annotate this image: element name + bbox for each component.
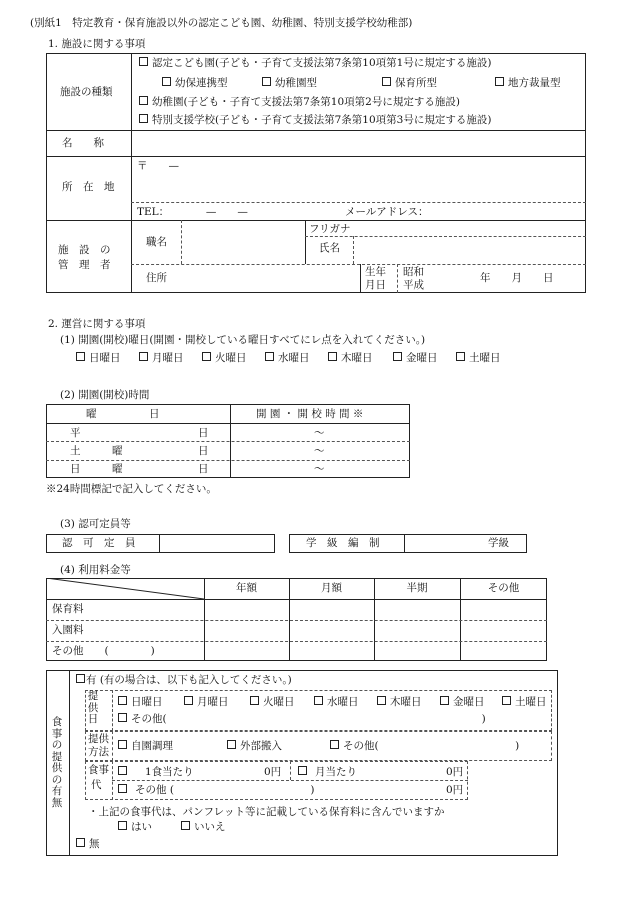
checkbox-icon <box>184 696 193 705</box>
birth-label-2: 月日 <box>365 279 386 291</box>
cost-per-meal[interactable]: 1食当たり <box>118 766 194 778</box>
day-thu[interactable]: 木曜日 <box>328 352 373 364</box>
checkbox-icon <box>202 352 211 361</box>
pamphlet-yes[interactable]: はい <box>118 821 152 833</box>
hours-row-weekday: 平 <box>70 427 81 439</box>
hours-row-weekday-suffix: 日 <box>198 427 209 439</box>
method-other[interactable]: その他( ) <box>330 740 519 752</box>
manager-label-2: 管 理 者 <box>58 259 111 271</box>
type-option-kindergarten[interactable]: 幼稚園(子ども・子育て支援法第7条第10項第2号に規定する施設) <box>139 96 460 108</box>
subtype-option-1[interactable]: 幼保連携型 <box>162 77 228 89</box>
checkbox-icon <box>456 352 465 361</box>
checkbox-icon <box>118 713 127 722</box>
checkbox-icon <box>502 696 511 705</box>
fee-row-childcare: 保育料 <box>52 603 84 615</box>
meal-day-mon[interactable]: 月曜日 <box>184 696 229 708</box>
method-label-1: 提供 <box>88 733 109 745</box>
postal-code: 〒 — <box>137 160 179 172</box>
hours-tilde-2: 〜 <box>314 445 325 457</box>
facility-type-label: 施設の種類 <box>60 86 113 98</box>
method-self[interactable]: 自園調理 <box>118 740 173 752</box>
day-wed[interactable]: 水曜日 <box>265 352 310 364</box>
hours-row-saturday: 土 曜 <box>70 445 123 457</box>
capacity-label: 認 可 定 員 <box>62 537 136 549</box>
form-header: (別紙1 特定教育・保育施設以外の認定こども園、幼稚園、特別支援学校幼稚部) <box>30 17 413 29</box>
checkbox-icon <box>262 77 271 86</box>
checkbox-icon <box>76 838 85 847</box>
cost-label-1: 食事 <box>88 764 109 776</box>
checkbox-icon <box>227 740 236 749</box>
checkbox-icon <box>76 674 85 683</box>
hours-row-saturday-suffix: 日 <box>198 445 209 457</box>
subtype-option-2[interactable]: 幼稚園型 <box>262 77 317 89</box>
day-sat[interactable]: 土曜日 <box>456 352 501 364</box>
tel-field: TEL： — — <box>137 206 248 218</box>
hours-col-time: 開 園 ・ 開 校 時 間 ※ <box>256 408 364 420</box>
hours-col-day: 曜 日 <box>86 408 160 420</box>
cost-label-2: 代 <box>91 779 102 791</box>
manager-address-label: 住所 <box>146 272 167 284</box>
checkbox-icon <box>314 696 323 705</box>
email-field: メールアドレス： <box>345 206 429 218</box>
checkbox-icon <box>76 352 85 361</box>
checkbox-icon <box>139 96 148 105</box>
hours-row-sunday-suffix: 日 <box>198 463 209 475</box>
checkbox-icon <box>440 696 449 705</box>
cost-per-month-value: 0円 <box>446 766 464 778</box>
question-open-days: (1) 開園(開校)曜日(開園・開校している曜日すべてにレ点を入れてください。) <box>60 334 426 346</box>
class-label: 学 級 編 制 <box>306 537 380 549</box>
checkbox-icon <box>181 821 190 830</box>
meal-day-sat[interactable]: 土曜日 <box>502 696 547 708</box>
checkbox-icon <box>265 352 274 361</box>
meal-none[interactable]: 無 <box>76 838 100 850</box>
type-option-kodomoen[interactable]: 認定こども園(子ども・子育て支援法第7条第10項第1号に規定する施設) <box>139 57 491 69</box>
checkbox-icon <box>118 784 127 793</box>
checkbox-icon <box>382 77 391 86</box>
header-diagonal <box>46 578 204 599</box>
fee-header-annual: 年額 <box>236 582 257 594</box>
fee-header-half: 半期 <box>406 582 428 594</box>
checkbox-icon <box>139 57 148 66</box>
hours-tilde-3: 〜 <box>314 463 325 475</box>
section1-title: 1. 施設に関する事項 <box>48 38 146 50</box>
birth-date-fields: 年 月 日 <box>480 272 554 284</box>
method-label-2: 方法 <box>88 746 109 758</box>
checkbox-icon <box>118 740 127 749</box>
question-hours: (2) 開園(開校)時間 <box>60 389 150 401</box>
cost-other[interactable]: その他 ( ) <box>118 784 315 796</box>
era-heisei: 平成 <box>403 279 424 291</box>
pamphlet-no[interactable]: いいえ <box>181 821 226 833</box>
meal-day-other[interactable]: その他( ) <box>118 713 486 725</box>
name-label: 名 称 <box>62 137 104 149</box>
meal-day-fri[interactable]: 金曜日 <box>440 696 485 708</box>
type-option-special-school[interactable]: 特別支援学校(子ども・子育て支援法第7条第10項第3号に規定する施設) <box>139 114 491 126</box>
manager-label-1: 施 設 の <box>58 244 111 256</box>
checkbox-icon <box>377 696 386 705</box>
fee-header-monthly: 月額 <box>321 582 342 594</box>
cost-per-month[interactable]: 月当たり <box>298 766 357 778</box>
checkbox-icon <box>298 766 307 775</box>
day-fri[interactable]: 金曜日 <box>393 352 438 364</box>
hours-row-sunday: 日 曜 <box>70 463 123 475</box>
meal-yes[interactable]: 有 (有の場合は、以下も記入してください。) <box>76 674 292 686</box>
birth-label-1: 生年 <box>365 266 386 278</box>
checkbox-icon <box>139 352 148 361</box>
subtype-option-4[interactable]: 地方裁量型 <box>495 77 561 89</box>
meal-day-wed[interactable]: 水曜日 <box>314 696 359 708</box>
day-mon[interactable]: 月曜日 <box>139 352 184 364</box>
method-external[interactable]: 外部搬入 <box>227 740 282 752</box>
checkbox-icon <box>328 352 337 361</box>
meal-day-tue[interactable]: 火曜日 <box>250 696 295 708</box>
fee-header-other: その他 <box>487 582 520 594</box>
meal-provision-label: 食事の提供の有無 <box>51 716 63 809</box>
day-sun[interactable]: 日曜日 <box>76 352 121 364</box>
pamphlet-question: ・上記の食事代は、パンフレット等に記載している保育料に含んでいますか <box>88 806 445 818</box>
question-capacity: (3) 認可定員等 <box>60 518 131 530</box>
subtype-option-3[interactable]: 保育所型 <box>382 77 437 89</box>
provide-day-label: 提供日 <box>87 690 99 726</box>
meal-day-thu[interactable]: 木曜日 <box>377 696 422 708</box>
checkbox-icon <box>139 114 148 123</box>
full-name-label: 氏名 <box>319 242 340 254</box>
question-fees: (4) 利用料金等 <box>60 564 131 576</box>
checkbox-icon <box>495 77 504 86</box>
note-24h: ※24時間標記で記入してください。 <box>46 483 217 495</box>
era-showa: 昭和 <box>403 266 424 278</box>
meal-day-sun[interactable]: 日曜日 <box>118 696 163 708</box>
checkbox-icon <box>118 766 127 775</box>
checkbox-icon <box>162 77 171 86</box>
cost-other-value: 0円 <box>446 784 464 796</box>
checkbox-icon <box>393 352 402 361</box>
checkbox-icon <box>118 696 127 705</box>
cost-per-meal-value: 0円 <box>264 766 282 778</box>
hours-tilde-1: 〜 <box>314 427 325 439</box>
fee-row-other: その他 ( ) <box>52 645 155 657</box>
day-tue[interactable]: 火曜日 <box>202 352 247 364</box>
checkbox-icon <box>250 696 259 705</box>
furigana-label: フリガナ <box>309 223 351 235</box>
section2-title: 2. 運営に関する事項 <box>48 318 146 330</box>
job-title-label: 職名 <box>146 236 167 248</box>
checkbox-icon <box>330 740 339 749</box>
class-unit: 学級 <box>488 537 509 549</box>
checkbox-icon <box>118 821 127 830</box>
fee-row-entrance: 入園料 <box>52 624 84 636</box>
address-label: 所 在 地 <box>62 181 115 193</box>
